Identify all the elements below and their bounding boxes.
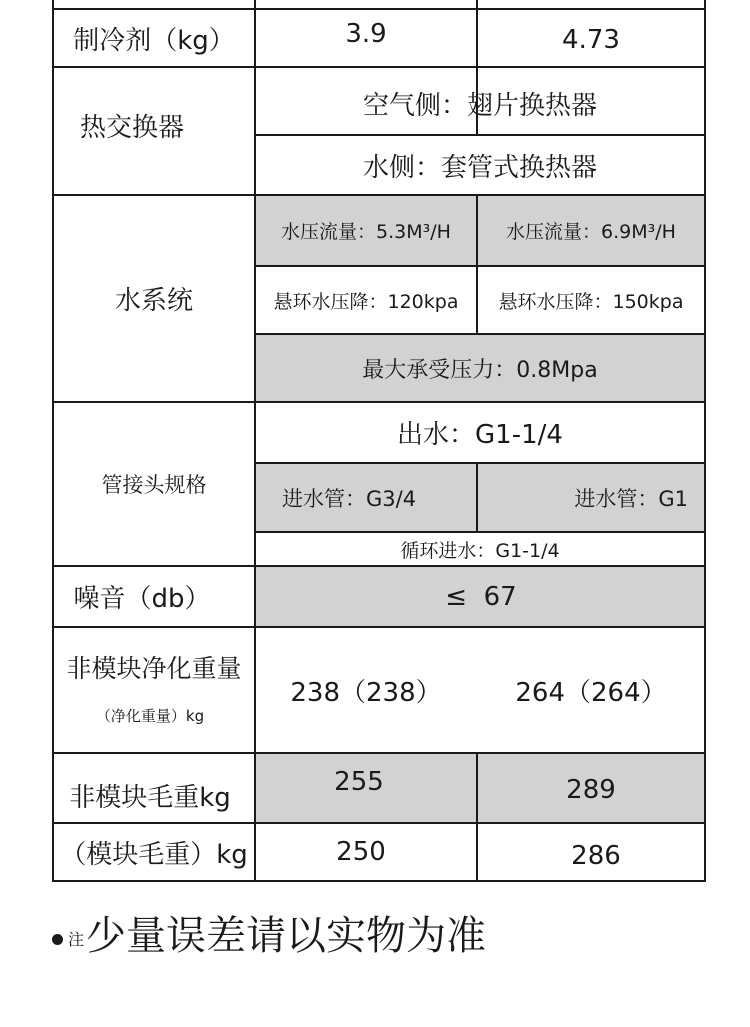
water-flow-2: 水压流量：6.9M³/H (506, 221, 676, 243)
grid-line (52, 66, 706, 68)
footnote (52, 904, 486, 961)
gross-weight-label: 非模块毛重kg (69, 782, 231, 813)
refrigerant-label: 制冷剂（kg） (73, 25, 235, 56)
note-prefix: 注 (68, 930, 85, 949)
inlet-value-1: 进水管：G3/4 (282, 486, 417, 511)
refrigerant-value-1: 3.9 (345, 19, 387, 49)
refrigerant-value-2: 4.73 (562, 25, 620, 55)
water-flow-1: 水压流量：5.3M³/H (281, 221, 451, 243)
module-gross-label: （模块毛重）kg (60, 839, 248, 870)
net-weight-value-2: 264（264） (515, 677, 667, 708)
grid-line (704, 0, 706, 882)
module-gross-value-1: 250 (336, 837, 386, 867)
module-gross-value-2: 286 (571, 841, 621, 871)
pipe-spec-label: 管接头规格 (101, 473, 207, 497)
water-side-value: 水侧：套管式换热器 (362, 152, 597, 183)
net-weight-value-1: 238（238） (290, 677, 442, 708)
gross-weight-value-2: 289 (566, 775, 616, 805)
pressure-drop-1: 悬环水压降：120kpa (273, 290, 459, 313)
max-pressure-value: 最大承受压力：0.8Mpa (362, 357, 598, 383)
air-side-value: 空气侧：翅片换热器 (362, 90, 597, 121)
noise-label: 噪音（db） (73, 584, 211, 614)
water-system-label: 水系统 (114, 286, 193, 316)
pressure-drop-2: 悬环水压降：150kpa (498, 290, 684, 313)
net-weight-label: 非模块净化重量 (66, 654, 242, 683)
noise-value: ≤ 67 (445, 581, 517, 612)
heat-exchanger-label: 热交换器 (79, 112, 184, 143)
note-text: 少量误差请以实物为准 (86, 913, 487, 959)
gross-weight-value-1: 255 (334, 767, 384, 797)
net-weight-sublabel: （净化重量）kg (95, 706, 205, 725)
outlet-value: 出水：G1-1/4 (397, 420, 563, 450)
cycle-inlet-value: 循环进水：G1-1/4 (400, 539, 560, 562)
bullet-icon (52, 934, 63, 945)
inlet-value-2: 进水管：G1 (574, 486, 688, 511)
